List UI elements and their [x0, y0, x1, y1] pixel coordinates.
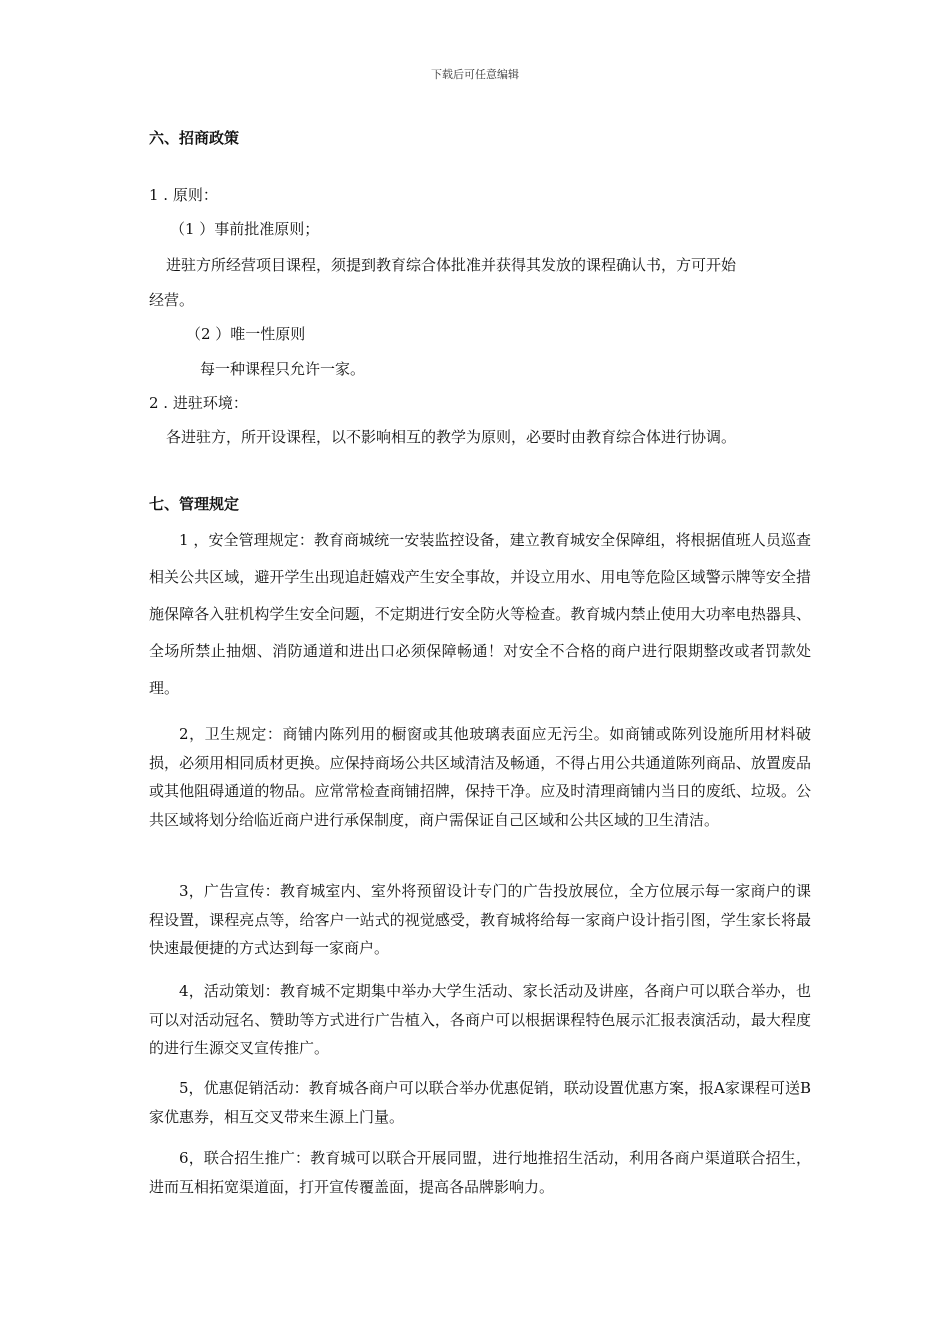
section-7-paragraph-6: 6，联合招生推广：教育城可以联合开展同盟，进行地推招生活动，利用各商户渠道联合招生，进而互相拓宽渠道面，打开宣传覆盖面，提高各品牌影响力。: [149, 1149, 811, 1196]
page-header-note: 下载后可任意编辑: [431, 68, 519, 81]
section-6-sub-1-text-line-2: 经营。: [149, 291, 195, 309]
section-6-item-1: 1 . 原则：: [149, 186, 218, 204]
section-6-sub-2-text: 每一种课程只允许一家。: [200, 360, 366, 378]
section-6-item-2: 2 . 进驻环境：: [149, 394, 248, 412]
section-7-paragraph-5: 5，优惠促销活动：教育城各商户可以联合举办优惠促销，联动设置优惠方案，报A家课程可送B家优惠券，相互交叉带来生源上门量。: [149, 1079, 811, 1126]
section-7-paragraph-4: 4，活动策划：教育城不定期集中举办大学生活动、家长活动及讲座，各商户可以联合举办，也可以对活动冠名、赞助等方式进行广告植入，各商户可以根据课程特色展示汇报表演活动，最大程度的进行生源交叉宣传推广。: [149, 982, 811, 1057]
section-6-item-2-text: 各进驻方，所开设课程，以不影响相互的教学为原则，必要时由教育综合体进行协调。: [166, 428, 737, 446]
section-7-title: 七、管理规定: [149, 495, 240, 513]
section-7-paragraph-3: 3，广告宣传：教育城室内、室外将预留设计专门的广告投放展位，全方位展示每一家商户的课程设置，课程亮点等，给客户一站式的视觉感受，教育城将给每一家商户设计指引图，学生家长将最快速最便捷的方式达到每一家商户。: [149, 882, 811, 957]
section-7-paragraph-2: 2，卫生规定：商铺内陈列用的橱窗或其他玻璃表面应无污尘。如商铺或陈列设施所用材料破损，必须用相同质材更换。应保持商场公共区域清洁及畅通，不得占用公共通道陈列商品、放置废品或其他阻碍通道的物品。应常常检查商铺招牌，保持干净。应及时清理商铺内当日的废纸、垃圾。公共区域将划分给临近商户进行承保制度，商户需保证自己区域和公共区域的卫生清洁。: [149, 725, 811, 829]
section-6-sub-1-text-line-1: 进驻方所经营项目课程，须提到教育综合体批准并获得其发放的课程确认书，方可开始: [166, 256, 737, 274]
section-6-sub-2: （2 ）唯一性原则: [186, 325, 306, 343]
section-6-sub-1: （1 ）事前批准原则；: [170, 220, 320, 238]
section-7-paragraph-1: 1 ，安全管理规定：教育商城统一安装监控设备，建立教育城安全保障组，将根据值班人员巡查相关公共区域，避开学生出现追赶嬉戏产生安全事故，并设立用水、用电等危险区域警示牌等安全措施保障各入驻机构学生安全问题，不定期进行安全防火等检查。教育城内禁止使用大功率电热器具、全场所禁止抽烟、消防通道和进出口必须保障畅通！对安全不合格的商户进行限期整改或者罚款处理。: [149, 531, 811, 697]
section-6-title: 六、招商政策: [149, 129, 240, 147]
